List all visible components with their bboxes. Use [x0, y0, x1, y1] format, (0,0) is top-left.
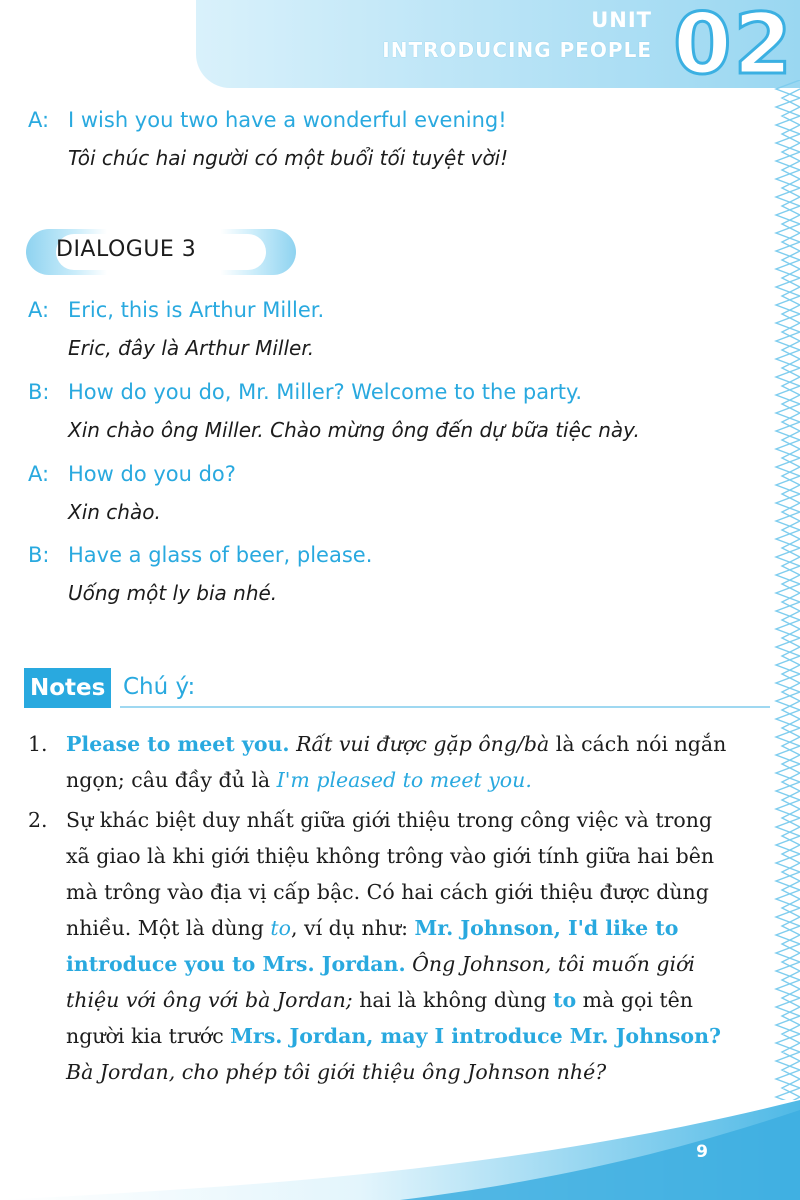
highlighted-word: to [553, 988, 577, 1012]
unit-header-banner [196, 0, 800, 93]
vietnamese-translation: Eric, đây là Arthur Miller. [68, 336, 315, 360]
note-text: mà gọi tên người kia trước [66, 988, 693, 1048]
notes-divider [120, 706, 770, 708]
vietnamese-translation: Uống một ly bia nhé. [68, 581, 278, 605]
english-line: How do you do, Mr. Miller? Welcome to the party. [68, 380, 583, 404]
english-line: Eric, this is Arthur Miller. [68, 298, 325, 322]
dialogue-heading: DIALOGUE 3 [56, 237, 197, 262]
highlighted-italic-phrase: I'm pleased to meet you. [276, 768, 532, 792]
vietnamese-translation: Xin chào. [68, 500, 161, 524]
zigzag-border-decoration [766, 80, 800, 1100]
note-item [28, 802, 728, 1090]
note-text: là cách nói ngắn ngọn; câu đầy đủ là [66, 732, 727, 792]
notes-heading-vietnamese: Chú ý: [123, 674, 196, 700]
speaker-label: B: [28, 380, 50, 404]
note-number: 2. [28, 808, 48, 832]
speaker-label: A: [28, 108, 50, 132]
footer-swoosh-decoration [0, 1090, 800, 1200]
english-line: Have a glass of beer, please. [68, 543, 373, 567]
speaker-label: A: [28, 462, 50, 486]
speaker-label: B: [28, 543, 50, 567]
unit-title: INTRODUCING PEOPLE [382, 38, 652, 62]
italic-translation: Bà Jordan, cho phép tôi giới thiệu ông Johnson nhé? [66, 1060, 607, 1084]
notes-list [28, 726, 728, 1094]
highlighted-phrase: Mrs. Jordan, may I introduce Mr. Johnson? [230, 1024, 722, 1048]
note-item [28, 726, 728, 798]
speaker-label: A: [28, 298, 50, 322]
vietnamese-translation: Tôi chúc hai người có một buổi tối tuyệt vời! [68, 146, 509, 170]
note-text: hai là không dùng [352, 988, 553, 1012]
notes-heading: Notes [24, 668, 111, 708]
note-number: 1. [28, 732, 48, 756]
note-text: , ví dụ như: [290, 916, 415, 940]
highlighted-phrase: Please to meet you. [66, 732, 290, 756]
unit-number: 02 [673, 0, 794, 93]
italic-translation: Ông Johnson, tôi muốn giới thiệu với ông với bà Jordan; [66, 952, 695, 1012]
unit-label: UNIT [591, 8, 652, 32]
english-line: How do you do? [68, 462, 236, 486]
english-line: I wish you two have a wonderful evening! [68, 108, 507, 132]
highlighted-italic-word: to [270, 916, 291, 940]
highlighted-phrase: Mr. Johnson, I'd like to introduce you to Mrs. Jordan. [66, 916, 679, 976]
vietnamese-translation: Xin chào ông Miller. Chào mừng ông đến dự bữa tiệc này. [68, 418, 640, 442]
note-text: Sự khác biệt duy nhất giữa giới thiệu trong công việc và trong xã giao là khi giới thiệu không trông vào giới tính giữa hai bên mà trông vào địa vị cấp bậc. Có hai cách giới thiệu được dùng nhiều. Một là dùng [66, 808, 715, 940]
page-number: 9 [696, 1142, 708, 1162]
italic-translation: Rất vui được gặp ông/bà [296, 732, 550, 756]
